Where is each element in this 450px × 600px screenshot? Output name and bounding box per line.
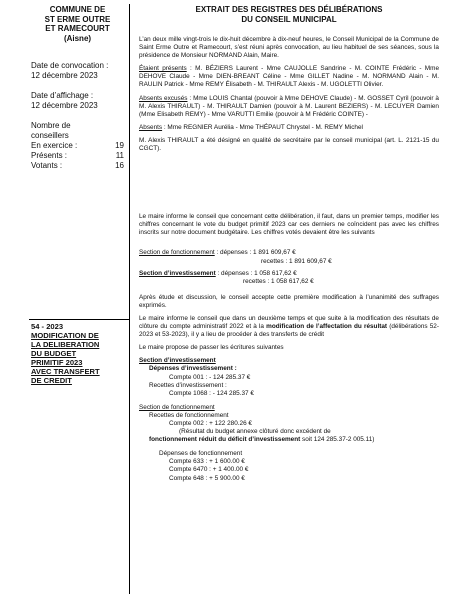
meeting-meta (31, 53, 124, 171)
fonc-note (139, 428, 439, 436)
maire-informe-paragraph: Le maire informe le conseil que concernant cette délibération, il faut, dans un premier temps, modifier les chiffres concernant le vote du budget primitif 2023 car ces derniers ne coïncident pas avec les chiffres inscrits sur notre document budgétaire. Les chiffres votés devaient être les suivants (139, 213, 439, 237)
fonctionnement-line (139, 249, 439, 257)
counts-table (31, 141, 124, 171)
deuxieme-text-end: (délibérations 52-2023 et 53-2023), il y a lieu de procéder à des transferts de crédit (139, 323, 439, 339)
fonctionnement-label: Section de fonctionnement (139, 249, 215, 257)
deliberation-title-line: LA DELIBERATION (31, 340, 100, 349)
conseillers-label: conseillers (31, 131, 69, 140)
deliberation-title-line: DU BUDGET (31, 349, 77, 358)
commune-line: (Aisne) (63, 33, 92, 43)
intro-paragraph: L’an deux mille vingt-trois le dix-huit décembre à dix-neuf heures, le Conseil Municipal de la Commune de Saint Erme Outre et Ramecourt, s’est réuni après convocation, au lieu habituel de ses séances, sous la présidence de Monsieur NORMAND Alain, Maire. (139, 36, 439, 60)
affichage-label: Date d’affichage : (31, 91, 94, 100)
deliberation-title-line: DE CREDIT (31, 376, 72, 385)
absents-text: : Mme REGNIER Aurélia - Mme THÉPAUT Chrystel - M. REMY Michel (162, 123, 363, 131)
absents-paragraph (139, 124, 439, 132)
inv-section-label: Section d’investissement (139, 357, 216, 365)
count-label: En exercice : (31, 141, 78, 150)
count-label: Votants : (31, 161, 63, 170)
fonc-dep-line: Compte 6470 : + 1 400.00 € (169, 466, 249, 474)
commune-header (31, 5, 124, 43)
investissement-depenses: : dépenses : 1 058 617,62 € (215, 269, 297, 277)
left-column (31, 5, 124, 171)
inv-dep-label: Dépenses d’investissement : (149, 365, 237, 373)
absents-label: Absents (139, 123, 163, 131)
deliberation-title-line: PRIMITIF 2023 (31, 358, 83, 367)
affectation-emphasis: modification de l’affectation du résultat (266, 323, 388, 331)
etude-paragraph: Après étude et discussion, le conseil accepte cette première modification à l’unanimité des suffrages exprimés. (139, 293, 439, 309)
title-line: EXTRAIT DES REGISTRES DES DÉLIBÉRATIONS (195, 5, 383, 14)
conseillers-label: Nombre de (31, 121, 71, 130)
fonc-note-end: soit 124 285.37-2 005.11) (300, 436, 375, 444)
fonc-note-emphasis: fonctionnement réduit du déficit d’investissement (149, 436, 301, 444)
presents-label: Étaient présents (139, 65, 187, 73)
convocation-label: Date de convocation : (31, 61, 109, 70)
deliberation-title-line: MODIFICATION DE (31, 331, 99, 340)
title-line: DU CONSEIL MUNICIPAL (241, 14, 337, 24)
count-value: 16 (115, 161, 124, 170)
propose-line: Le maire propose de passer les écritures suivantes (139, 344, 284, 352)
divider-horizontal (29, 319, 129, 320)
inv-dep-line: Compte 001 : - 124 285.37 € (169, 373, 251, 381)
investissement-line (139, 270, 439, 278)
fonc-section-label: Section de fonctionnement (139, 403, 215, 411)
excuses-label: Absents excusés (139, 94, 188, 102)
count-value: 11 (115, 151, 124, 160)
fonc-dep-line: Compte 648 : + 5 900.00 € (169, 474, 245, 482)
fonc-dep-label: Dépenses de fonctionnement (159, 450, 243, 458)
commune-line: ET RAMECOURT (45, 24, 110, 33)
fonc-note-cont (139, 436, 439, 444)
right-column (139, 5, 439, 483)
convocation-date: 12 décembre 2023 (31, 71, 98, 80)
deliberation-heading (31, 322, 126, 385)
excuses-paragraph (139, 95, 439, 119)
secretaire-paragraph: M. Alexis THIRAULT a été désigné en qualité de secrétaire par le conseil municipal (art. L. 2121-15 du CGCT). (139, 136, 439, 153)
inv-rec-label: Recettes d’investissement : (149, 381, 227, 389)
count-label: Présents : (31, 151, 68, 160)
fonctionnement-recettes: recettes : 1 891 609,67 € (261, 257, 332, 265)
fonc-dep-line: Compte 633 : + 1 600.00 € (169, 458, 245, 466)
excuses-text: : Mme LOUIS Chantal (pouvoir à Mme DEHOVE Claude) - M. GOSSET Cyril (pouvoir à M. Alexis THIRAULT) - M. THIRAULT Damien (pouvoir à M. Laurent BEZIERS) - M. LECUYER Damien (Mme Elisabeth REMY) - Mme VARUTTI Emilie (pouvoir à M Frédéric COINTE) - (139, 94, 439, 118)
fonc-note-text: (Résultat du budget annexe clôturé donc excédent de (179, 428, 331, 436)
presents-paragraph (139, 65, 439, 89)
document-title (139, 5, 439, 24)
investissement-label: Section d’investissement (139, 269, 216, 277)
deuxieme-text: Le maire informe le conseil que dans un deuxième temps et que suite à la modification des résultats de clôture du compte administratif 2022 et à la (139, 314, 439, 331)
inv-rec-line: Compte 1068 : - 124 285.37 € (169, 389, 254, 397)
deliberation-title-line: AVEC TRANSFERT (31, 367, 100, 376)
commune-line: ST ERME OUTRE (44, 14, 111, 24)
presents-text: : M. BÉZIERS Laurent - Mme CAUJOLLE Sandrine - M. COINTE Frédéric - Mme DEHOVE Claude - Mme DIEN-BREANT Céline - Mme GILLET Nadine - M. NORMAND Alain - M. RAULIN Patrick - Mme REMY Élisabeth - M. THIRAULT Alexis - M. UGOLETTI Olivier. (139, 65, 439, 89)
fonc-rec-label: Recettes de fonctionnement (149, 411, 229, 419)
affichage-date: 12 décembre 2023 (31, 101, 98, 110)
fonctionnement-depenses: : dépenses : 1 891 609,67 € (214, 249, 296, 257)
divider-vertical (129, 4, 130, 594)
fonc-rec-line: Compte 002 : + 122 280.26 € (169, 420, 252, 427)
deuxieme-paragraph (139, 315, 439, 339)
count-value: 19 (115, 141, 124, 150)
commune-line: COMMUNE DE (49, 5, 106, 14)
investissement-recettes: recettes : 1 058 617,62 € (243, 277, 314, 285)
deliberation-number: 54 - 2023 (31, 322, 64, 331)
